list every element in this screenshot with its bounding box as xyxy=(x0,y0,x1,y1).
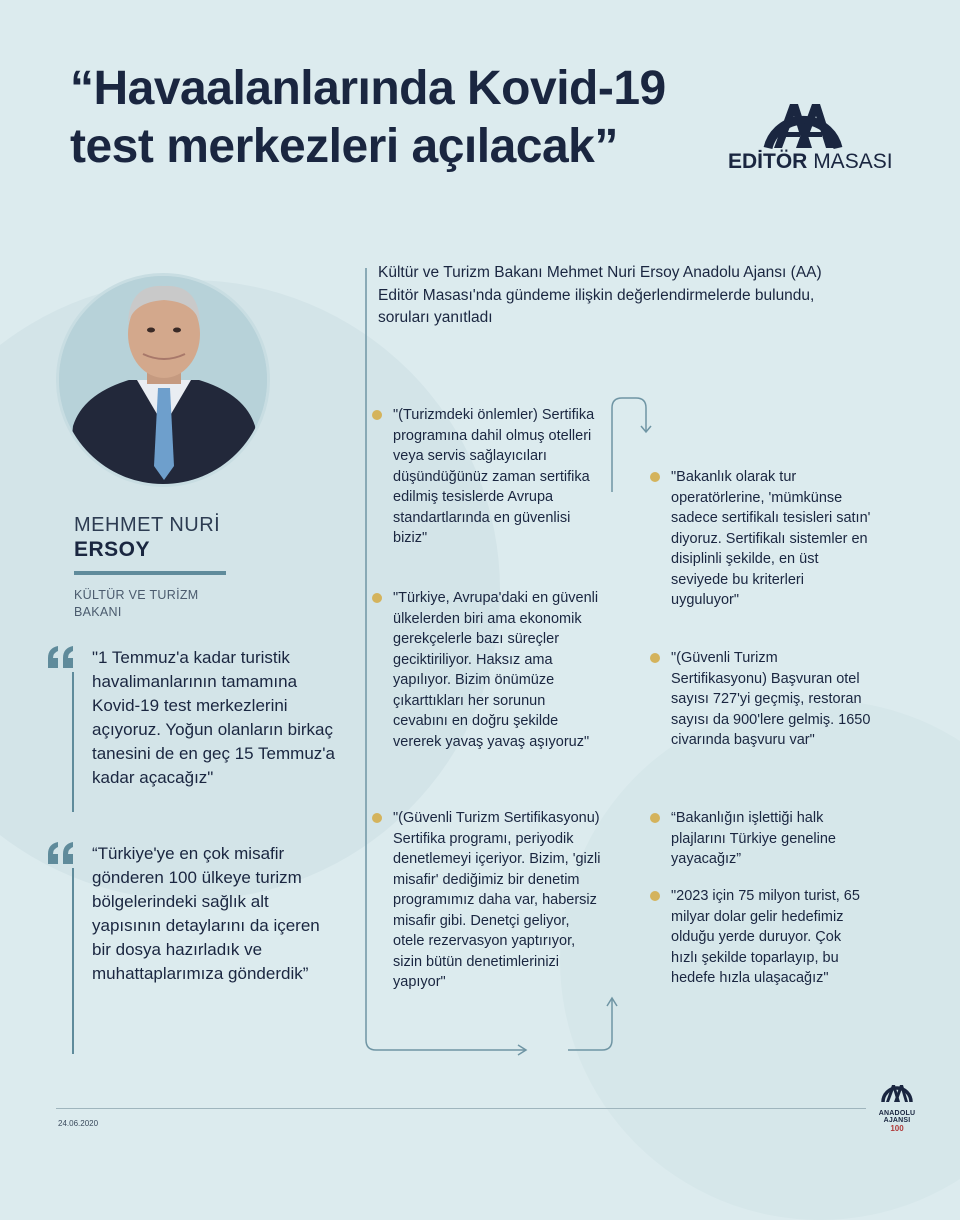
left-quote-text: "1 Temmuz'a kadar turistik havalimanlarının tamamına Kovid-19 test merkezlerini açıyoruz. Yoğun olanların birkaç tanesini de en geç 15 Temmuz'a kadar açacağız" xyxy=(92,648,335,787)
bullet-dot xyxy=(650,813,660,823)
agency-name: ANADOLU AJANSI xyxy=(878,1110,916,1124)
aa-editor-masasi-logo xyxy=(728,82,908,182)
minister-portrait xyxy=(56,273,270,487)
bullet-dot xyxy=(372,813,382,823)
column2-item-1: "Bakanlık olarak tur operatörlerine, 'mümkünse sadece sertifikalı tesisleri satın' diyoruz. Sertifikalı sistemler en disiplinli şekilde, en üst seviyede bu kriterleri uyguluyor" xyxy=(671,467,871,611)
footer-divider xyxy=(56,1108,866,1109)
centennial-mark: 100 xyxy=(890,1124,904,1133)
name-underline xyxy=(74,571,226,575)
column2-item-2: "(Güvenli Turizm Sertifikasyonu) Başvuran otel sayısı 727'yi geçmiş, restoran sayısı da 900'lere gelmiş. 1650 civarında başvuru var" xyxy=(671,648,871,751)
aa-small-logo-icon xyxy=(880,1076,914,1104)
quote-mark-icon xyxy=(46,646,76,668)
column2-item-3: “Bakanlığın işlettiği halk plajlarını Türkiye geneline yayacağız” xyxy=(671,808,871,870)
person-first-name: MEHMET NURİ xyxy=(74,514,221,536)
publish-date: 24.06.2020 xyxy=(58,1119,99,1128)
quote-line xyxy=(72,868,74,1054)
bullet-dot xyxy=(650,472,660,482)
left-quote-text: “Türkiye'ye en çok misafir gönderen 100 ülkeye turizm bölgelerindeki sağlık alt yapısının detaylarını da içeren bir dosya hazırladık ve muhattaplarımıza gönderdik” xyxy=(92,844,320,983)
person-info xyxy=(74,513,226,621)
column1-item-1: "(Turizmdeki önlemler) Sertifika programına dahil olmuş otelleri veya servis sağlayıcıları düşündüğünüz zaman sertifika edilmiş tesislerde Avrupa standartlarında en güvenlisi biziz" xyxy=(393,405,603,549)
quote-line xyxy=(72,672,74,812)
person-last-name: ERSOY xyxy=(74,538,151,561)
person-role: KÜLTÜR VE TURİZM BAKANI xyxy=(74,588,199,619)
headline-line-2: test merkezleri açılacak” xyxy=(70,120,618,173)
column1-item-2: "Türkiye, Avrupa'daki en güvenli ülkelerden biri ama ekonomik gerekçelerle bazı süreçler geciktiriliyor. Haksız ama yapılıyor. Bizim önümüze çıkarttıkları her sorunun cevabını en doğru şekilde vererek yavaş yavaş aşıyoruz" xyxy=(393,588,603,752)
headline-line-1: “Havaalanlarında Kovid-19 xyxy=(70,62,666,115)
bullet-dot xyxy=(650,891,660,901)
headline xyxy=(70,60,666,176)
column1-item-3: "(Güvenli Turizm Sertifikasyonu) Sertifika programı, periyodik denetlemeyi içeriyor. Bizim, 'gizli misafir' dediğimiz bir denetim programımız daha var, habersiz misafir gibi. Denetçi geliyor, otele rezervasyon yaptırıyor, sizin bütün denetimlerinizi yapıyor" xyxy=(393,808,603,993)
bullet-dot xyxy=(372,410,382,420)
logo-brand-text: EDİTÖR MASASI xyxy=(728,150,893,173)
intro-text: Kültür ve Turizm Bakanı Mehmet Nuri Ersoy Anadolu Ajansı (AA) Editör Masası'nda gündeme ilişkin değerlendirmelerde bulundu, soruları yanıtladı xyxy=(378,264,822,326)
anadolu-ajansi-logo xyxy=(868,1076,926,1133)
quote-mark-icon xyxy=(46,842,76,864)
bullet-dot xyxy=(650,653,660,663)
bullet-dot xyxy=(372,593,382,603)
aa-logo-icon xyxy=(760,82,846,152)
column2-item-4: "2023 için 75 milyon turist, 65 milyar dolar gelir hedefimiz olduğu yerde duruyor. Çok hızlı şekilde toparlayıp, bu hedefe hızla ulaşacağız" xyxy=(671,886,871,989)
